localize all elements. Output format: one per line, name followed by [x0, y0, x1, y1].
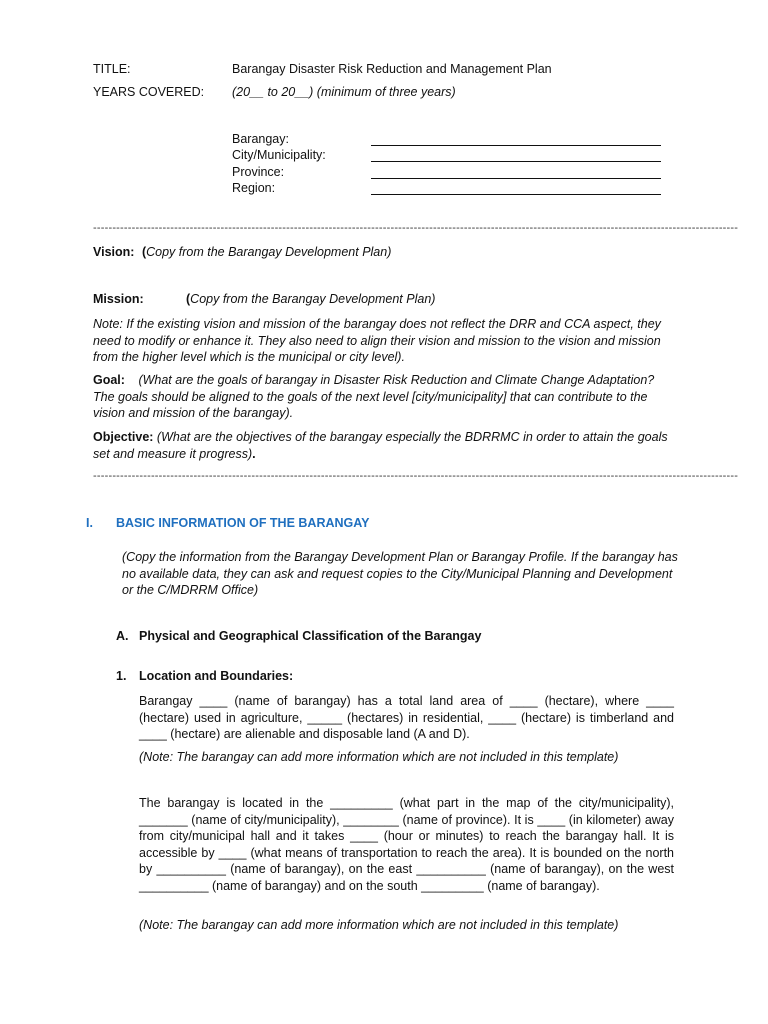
- title-value: Barangay Disaster Risk Reduction and Management Plan: [232, 62, 552, 76]
- objective-text: (What are the objectives of the barangay especially the BDRRMC in order to attain the goals set and measure it progress): [93, 430, 668, 461]
- subsection-letter: A.: [116, 629, 129, 643]
- field-city-line: [371, 161, 661, 162]
- note-2: (Note: The barangay can add more information which are not included in this template): [139, 918, 619, 932]
- vision-label: Vision:: [93, 245, 135, 259]
- mission-text: Copy from the Barangay Development Plan): [190, 292, 436, 306]
- goal-text: (What are the goals of barangay in Disaster Risk Reduction and Climate Change Adaptation? The goals should be aligned to the goals of the next level [city/municipality] that can contribute to the vision and mission of the barangay).: [93, 373, 655, 421]
- field-barangay-label: Barangay:: [232, 132, 289, 146]
- goal-block: [93, 372, 673, 422]
- subsection-title: Physical and Geographical Classification of the Barangay: [139, 629, 482, 643]
- vision-paren: (: [141, 245, 147, 259]
- location-paragraph: The barangay is located in the _________ (what part in the map of the city/municipality), _______ (name of city/municipality), ________ (name of province). It is ____ (in kilometer) away from city/municipal hall and it takes ____ (hour or minutes) to reach the barangay hall. It is accessible by ____ (what means of transportation to reach the area). It is bounded on the north by __________ (name of barangay), on the east __________ (name of barangay), on the west __________ (name of barangay) and on the south _________ (name of barangay).: [139, 796, 674, 893]
- years-label: YEARS COVERED:: [93, 85, 205, 99]
- field-province-label: Province:: [232, 165, 285, 179]
- section-title: BASIC INFORMATION OF THE BARANGAY: [116, 516, 370, 530]
- field-region-line: [371, 194, 661, 195]
- objective-label: Objective:: [93, 430, 154, 444]
- goal-label: Goal:: [93, 373, 125, 387]
- vision-text: Copy from the Barangay Development Plan): [146, 245, 392, 259]
- objective-end: .: [252, 446, 256, 461]
- field-city-label: City/Municipality:: [232, 148, 326, 162]
- note-1: (Note: The barangay can add more information which are not included in this template): [139, 750, 619, 764]
- years-value: (20__ to 20__) (minimum of three years): [232, 85, 456, 99]
- land-area-paragraph: Barangay ____ (name of barangay) has a total land area of ____ (hectare), where ____ (hectare) used in agriculture, _____ (hectares) in residential, ____ (hectare) is timberland and ____ (hectare) are alienable and disposable land (A and D).: [139, 694, 674, 742]
- mission-paren: (: [186, 292, 191, 306]
- mission-note: Note: If the existing vision and mission of the barangay does not reflect the DRR and CCA aspect, they need to modify or enhance it. They also need to align their vision and mission to the vision and mission from the higher level which is the municipal or city level).: [93, 317, 661, 365]
- item-title: Location and Boundaries:: [139, 669, 294, 683]
- mission-label: Mission:: [93, 292, 144, 306]
- vision-block: [93, 245, 391, 259]
- section-number: I.: [86, 516, 93, 530]
- mission-block: [186, 292, 435, 306]
- item-number: 1.: [116, 669, 127, 683]
- title-label: TITLE:: [93, 62, 131, 76]
- section-intro: (Copy the information from the Barangay Development Plan or Barangay Profile. If the barangay has no available data, they can ask and request copies to the City/Municipal Planning and Development or the C/MDRRM Office): [122, 550, 678, 598]
- separator-bottom: -----------------------------------------------------------------------------------------------------------------------------------------------------------------------: [93, 470, 739, 482]
- field-province-line: [371, 178, 661, 179]
- field-barangay-line: [371, 145, 661, 146]
- objective-block: [93, 429, 673, 462]
- separator-top: -----------------------------------------------------------------------------------------------------------------------------------------------------------------------: [93, 222, 739, 234]
- field-region-label: Region:: [232, 181, 276, 195]
